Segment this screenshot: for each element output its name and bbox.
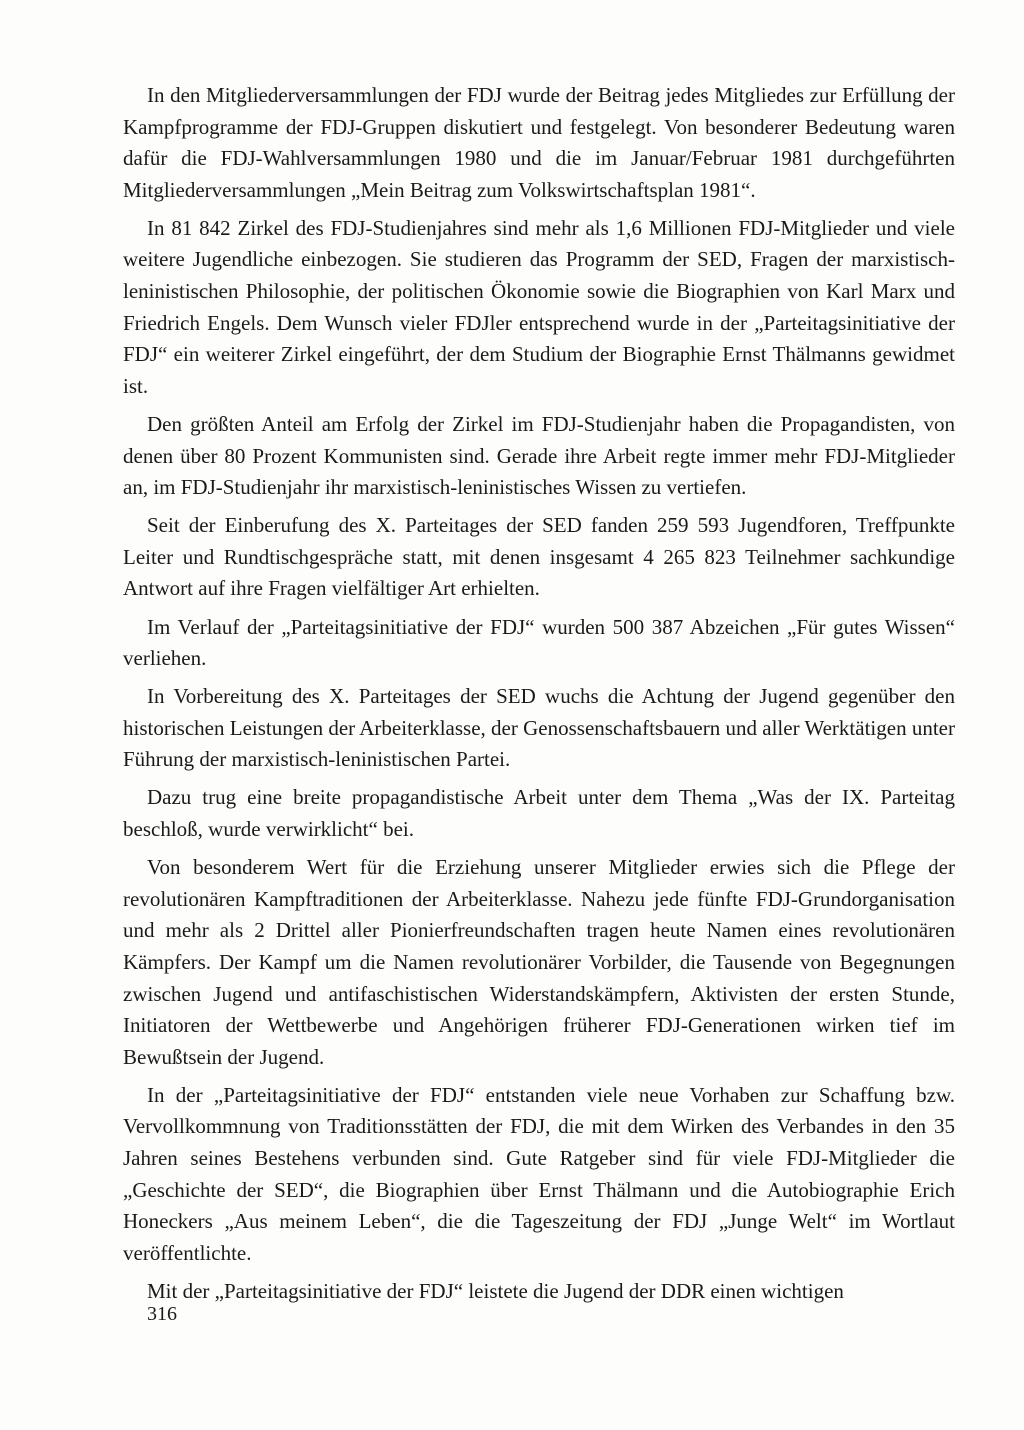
paragraph-6: In Vorbereitung des X. Parteitages der SED wuchs die Achtung der Jugend gegenüber den historischen Leistungen der Arbeiterklasse, der Genossenschaftsbauern und aller Werktätigen unter Führung der marxistisch-leninistischen Partei.: [123, 684, 955, 772]
paragraph-4: Seit der Einberufung des X. Parteitages der SED fanden 259 593 Jugendforen, Treffpunkte Leiter und Rundtischgespräche statt, mit denen insgesamt 4 265 823 Teilnehmer sachkundige Antwort auf ihre Fragen vielfältiger Art erhielten.: [123, 513, 955, 601]
body-text: [123, 80, 955, 1307]
paragraph-2: In 81 842 Zirkel des FDJ-Studienjahres sind mehr als 1,6 Millionen FDJ-Mitglieder und viele weitere Jugendliche einbezogen. Sie studieren das Programm der SED, Fragen der marxistisch-leninistischen Philosophie, der politischen Ökonomie sowie die Biographien von Karl Marx und Friedrich Engels. Dem Wunsch vieler FDJler entsprechend wurde in der „Parteitagsinitiative der FDJ“ ein weiterer Zirkel eingeführt, der dem Studium der Biographie Ernst Thälmanns gewidmet ist.: [123, 215, 955, 398]
page-number: 316: [147, 1303, 177, 1325]
paragraph-7: Dazu trug eine breite propagandistische Arbeit unter dem Thema „Was der IX. Parteitag beschloß, wurde verwirklicht“ bei.: [123, 785, 955, 842]
paragraph-9: In der „Parteitagsinitiative der FDJ“ entstanden viele neue Vorhaben zur Schaffung bzw. Vervollkommnung von Traditionsstätten der FDJ, die mit dem Wirken des Verbandes in den 35 Jahren seines Bestehens verbunden sind. Gute Ratgeber sind für viele FDJ-Mitglieder die „Geschichte der SED“, die Biographien über Ernst Thälmann und die Autobiographie Erich Honeckers „Aus meinem Leben“, die die Tageszeitung der FDJ „Junge Welt“ im Wortlaut veröffentlichte.: [123, 1082, 955, 1265]
paragraph-8: Von besonderem Wert für die Erziehung unserer Mitglieder erwies sich die Pflege der revolutionären Kampftraditionen der Arbeiterklasse. Nahezu jede fünfte FDJ-Grundorganisation und mehr als 2 Drittel aller Pionierfreundschaften tragen heute Namen eines revolutionären Kämpfers. Der Kampf um die Namen revolutionärer Vorbilder, die Tausende von Begegnungen zwischen Jugend und antifaschistischen Widerstandskämpfern, Aktivisten der ersten Stunde, Initiatoren der Wettbewerbe und Angehörigen früherer FDJ-Generationen wirken tief im Bewußtsein der Jugend.: [123, 855, 955, 1069]
paragraph-10: Mit der „Parteitagsinitiative der FDJ“ leistete die Jugend der DDR einen wichtigen: [147, 1278, 844, 1303]
paragraph-5: Im Verlauf der „Parteitagsinitiative der FDJ“ wurden 500 387 Abzeichen „Für gutes Wissen“ verliehen.: [123, 614, 955, 671]
paragraph-1: In den Mitgliederversammlungen der FDJ wurde der Beitrag jedes Mitgliedes zur Erfüllung der Kampfprogramme der FDJ-Gruppen diskutiert und festgelegt. Von besonderer Bedeutung waren dafür die FDJ-Wahlversammlungen 1980 und die im Januar/Februar 1981 durchgeführten Mitgliederversammlungen „Mein Beitrag zum Volkswirtschaftsplan 1981“.: [123, 83, 955, 202]
paragraph-3: Den größten Anteil am Erfolg der Zirkel im FDJ-Studienjahr haben die Propagandisten, von denen über 80 Prozent Kommunisten sind. Gerade ihre Arbeit regte immer mehr FDJ-Mitglieder an, im FDJ-Studienjahr ihr marxistisch-leninistisches Wissen zu vertiefen.: [123, 411, 955, 500]
